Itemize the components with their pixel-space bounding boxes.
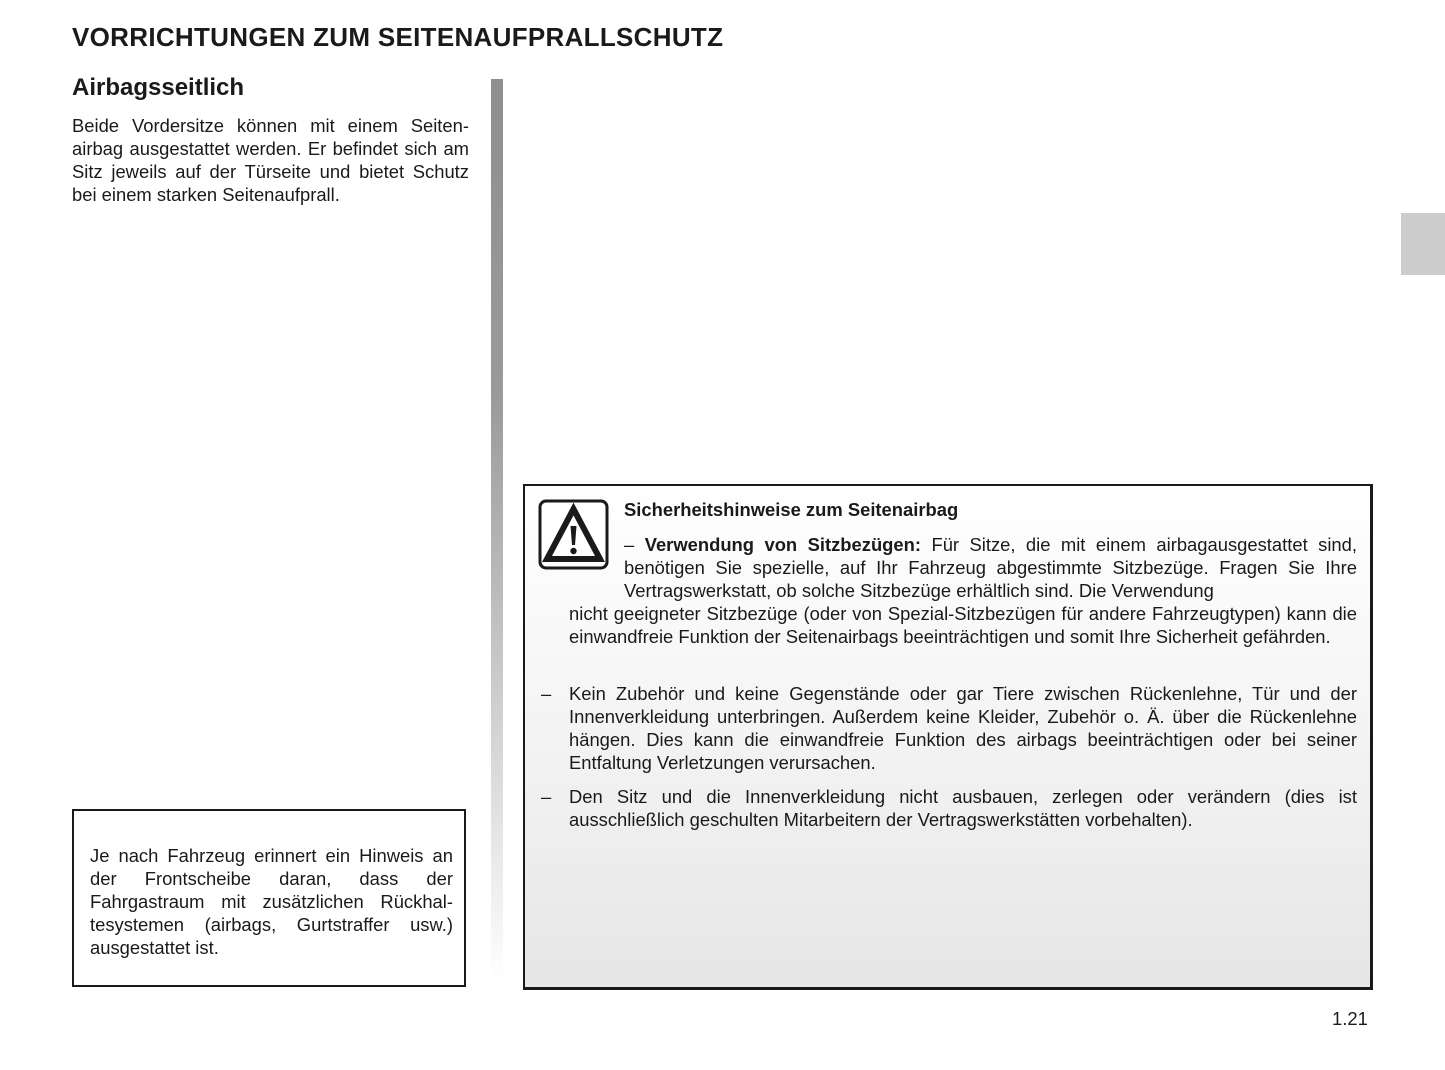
intro-paragraph: Beide Vordersitze können mit einem Seitenairbag ausgestattet werden. Er befindet sich am Sitz jeweils auf der Türseite und bietet Schutz bei einem starken Seitenaufprall. bbox=[72, 115, 469, 205]
warning-title: Sicherheitshinweise zum Seitenairbag bbox=[624, 499, 959, 520]
section-heading: Airbagsseitlich bbox=[72, 74, 245, 101]
warning-item-2-dash: – bbox=[541, 683, 552, 704]
windscreen-note-box bbox=[72, 809, 466, 987]
warning-item-1-lead bbox=[569, 533, 1357, 602]
warning-item-seat-covers bbox=[569, 533, 1357, 648]
warning-item-1-text-b: nicht geeigneter Sitzbezüge (oder von Spezial-Sitzbezügen für andere Fahrzeugtypen) kann die einwandfreie Funktion der Seitenairbags beeinträchtigen und somit Ihre Sicherheit gefährden. bbox=[569, 603, 1357, 647]
warning-item-3-text: Den Sitz und die Innenverkleidung nicht ausbauen, zerlegen oder verändern (dies ist ausschließlich geschulten Mitarbeitern der Vertragswerkstätten vorbehalten). bbox=[569, 786, 1357, 830]
page-number: 1.21 bbox=[1332, 1008, 1368, 1029]
warning-item-no-disassembly bbox=[541, 785, 1357, 831]
warning-item-1-label: Verwendung von Sitzbezügen: bbox=[644, 534, 922, 555]
warning-item-2-text: Kein Zubehör und keine Gegenstände oder gar Tiere zwischen Rückenlehne, Tür und der Innenverkleidung unterbringen. Außerdem keine Kleider, Zubehör o. Ä. über die Rückenlehne hängen. Dies kann die einwandfreie Funktion des airbags beeinträchtigen oder bei seiner Entfaltung Verletzungen verursachen. bbox=[569, 683, 1357, 773]
column-divider bbox=[491, 79, 503, 981]
page-title: VORRICHTUNGEN ZUM SEITENAUFPRALLSCHUTZ bbox=[72, 22, 724, 52]
chapter-tab-marker bbox=[1401, 213, 1445, 275]
warning-item-no-objects bbox=[541, 682, 1357, 774]
warning-item-3-dash: – bbox=[541, 786, 552, 807]
warning-item-1-dash: – bbox=[624, 534, 635, 555]
safety-warning-box bbox=[523, 484, 1373, 990]
warning-item-1-text-a: Für Sitze, die mit einem airbagausgestattet sind, benötigen Sie spezielle, auf Ihr Fahrzeug abgestimmte Sitzbezüge. Fragen Sie Ihre Vertragswerkstatt, ob solche Sitzbezüge erhältlich sind. Die Verwendung bbox=[624, 534, 1357, 601]
note-text: Je nach Fahrzeug erinnert ein Hinweis an der Frontscheibe daran, dass der Fahrgastraum mit zusätzlichen Rückhaltesystemen (airbags, Gurtstraffer usw.) ausgestattet ist. bbox=[90, 845, 453, 958]
